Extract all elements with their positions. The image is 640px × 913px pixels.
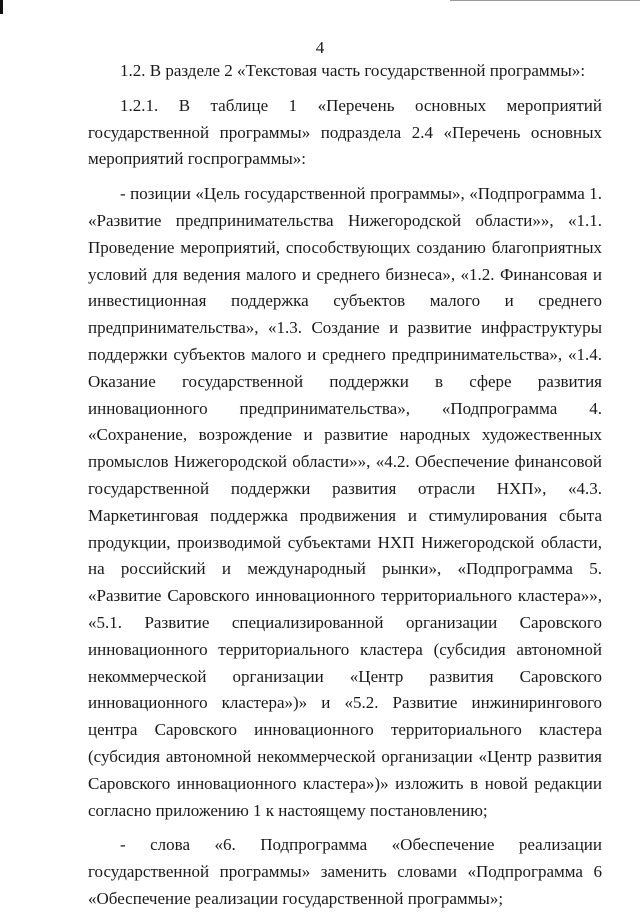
page-number: 4 [315,38,325,57]
scan-edge-mark [0,0,3,14]
paragraph-section-1-2: 1.2. В разделе 2 «Текстовая часть государственной программы»: [120,61,586,80]
document-body [88,58,602,913]
paragraph-words-replacement: - слова «6. Подпрограмма «Обеспечение реализации государственной программы» заменить словами «Подпрограмма 6 «Обеспечение реализации государственной программы»; [88,835,602,908]
paragraph-positions-list: - позиции «Цель государственной программы», «Подпрограмма 1. «Развитие предпринимательства Нижегородской области»», «1.1. Проведение мероприятий, способствующих созданию благоприятных условий для ведения малого и среднего бизнеса», «1.2. Финансовая и инвестиционная поддержка субъектов малого и среднего предпринимательства», «1.3. Создание и развитие инфраструктуры поддержки субъектов малого и среднего предпринимательства», «1.4. Оказание государственной поддержки в сфере развития инновационного предпринимательства», «Подпрограмма 4. «Сохранение, возрождение и развитие народных художественных промыслов Нижегородской области»», «4.2. Обеспечение финансовой государственной поддержки развития отрасли НХП», «4.3. Маркетинговая поддержка продвижения и стимулирования сбыта продукции, производимой субъектами НХП Нижегородской области, на российский и международный рынки», «Подпрограмма 5. «Развитие Саровского инновационного территориального кластера»», «5.1. Развитие специализированной организации Саровского инновационного территориального кластера (субсидия автономной некоммерческой организации «Центр развития Саровского инновационного кластера»)» и «5.2. Развитие инжинирингового центра Саровского инновационного территориального кластера (субсидия автономной некоммерческой организации «Центр развития Саровского инновационного кластера»)» изложить в новой редакции согласно приложению 1 к настоящему постановлению; [88,184,602,820]
paragraph-section-1-2-1: 1.2.1. В таблице 1 «Перечень основных мероприятий государственной программы» подраздела 2.4 «Перечень основных мероприятий госпрограммы»: [88,95,602,169]
scan-top-line [450,0,640,1]
